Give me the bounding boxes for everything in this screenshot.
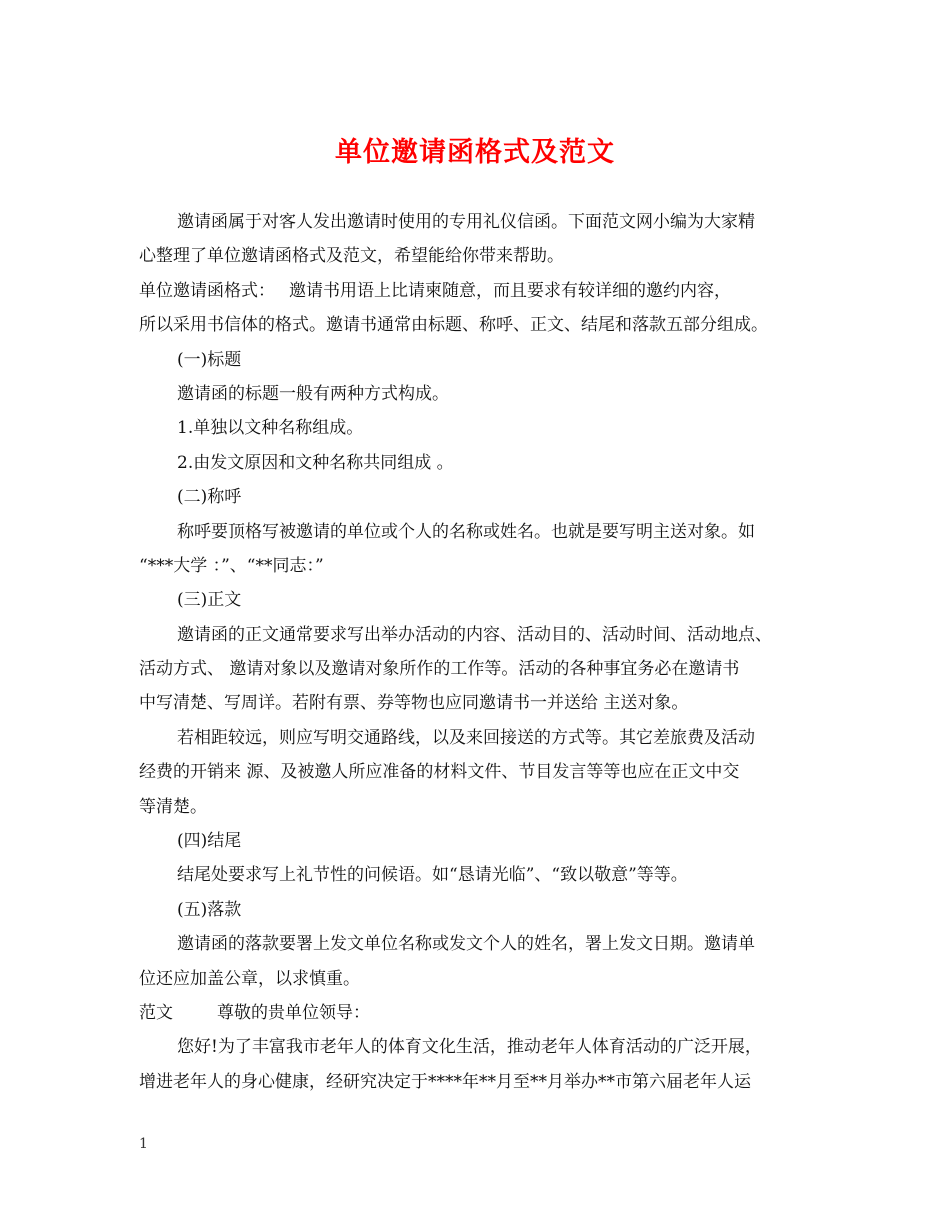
section-heading: (四)结尾 — [177, 831, 242, 852]
salutation: 尊敬的贵单位领导： — [217, 1002, 370, 1023]
list-item: 2.由发文原因和文种名称共同组成 。 — [177, 452, 454, 473]
page-number: 1 — [139, 1136, 148, 1152]
paragraph-line: 邀请函的正文通常要求写出举办活动的内容、活动目的、活动时间、活动地点、 — [177, 624, 772, 645]
section-heading: (一)标题 — [177, 349, 242, 370]
paragraph-line: 增进老年人的身心健康，经研究决定于****年**月至**月举办**市第六届老年人运 — [139, 1071, 751, 1092]
paragraph-text: 邀请书用语上比请柬随意，而且要求有较详细的邀约内容， — [289, 280, 731, 301]
list-item: 1.单独以文种名称组成。 — [177, 418, 364, 439]
paragraph-line — [139, 274, 839, 308]
paragraph-line: 您好!为了丰富我市老年人的体育文化生活，推动老年人体育活动的广泛开展， — [177, 1037, 762, 1058]
paragraph-line: 称呼要顶格写被邀请的单位或个人的名称或姓名。也就是要写明主送对象。如 — [177, 521, 755, 542]
section-label: 单位邀请函格式： — [139, 280, 275, 301]
paragraph-line: 心整理了单位邀请函格式及范文，希望能给你带来帮助。 — [139, 246, 564, 267]
paragraph-line: 若相距较远，则应写明交通路线，以及来回接送的方式等。其它差旅费及活动 — [177, 727, 755, 748]
paragraph-line: 所以采用书信体的格式。邀请书通常由标题、称呼、正文、结尾和落款五部分组成。 — [139, 315, 768, 336]
paragraph-line: 经费的开销来 源、及被邀人所应准备的材料文件、节目发言等等也应在正文中交 — [139, 762, 740, 783]
paragraph-line: 邀请函的标题一般有两种方式构成。 — [177, 383, 449, 404]
sample-label: 范文 — [139, 1002, 173, 1023]
paragraph-line: 位还应加盖公章，以求慎重。 — [139, 968, 360, 989]
paragraph-line: 等清楚。 — [139, 796, 207, 817]
document-title: 单位邀请函格式及范文 — [335, 137, 615, 168]
paragraph-line: 活动方式、 邀请对象以及邀请对象所作的工作等。活动的各种事宜务必在邀请书 — [139, 659, 740, 680]
document-body — [139, 205, 839, 1099]
paragraph-line: “***大学 ：”、“**同志：” — [139, 555, 324, 576]
section-heading: (二)称呼 — [177, 487, 242, 508]
paragraph-line: 邀请函的落款要署上发文单位名称或发文个人的姓名，署上发文日期。邀请单 — [177, 934, 755, 955]
paragraph-line: 中写清楚、写周详。若附有票、券等物也应同邀请书一并送给 主送对象。 — [139, 693, 689, 714]
paragraph-line — [139, 996, 839, 1030]
paragraph-line: 邀请函属于对客人发出邀请时使用的专用礼仪信函。下面范文网小编为大家精 — [177, 212, 755, 232]
section-heading: (五)落款 — [177, 899, 242, 920]
paragraph-line: 结尾处要求写上礼节性的问候语。如“恳请光临”、“致以敬意”等等。 — [177, 865, 688, 886]
section-heading: (三)正文 — [177, 590, 242, 611]
